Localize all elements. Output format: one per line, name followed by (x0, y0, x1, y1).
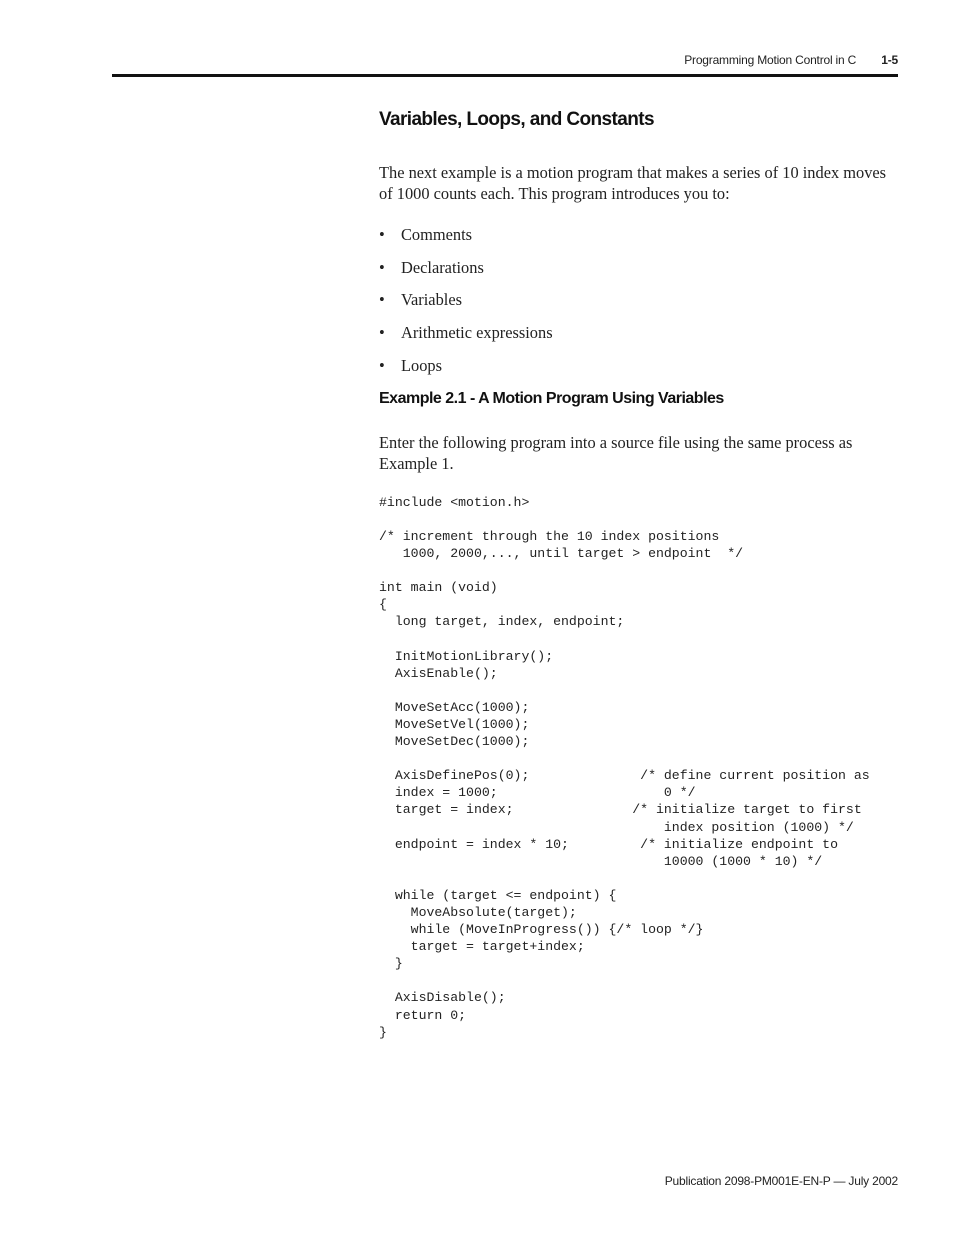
section-heading: Variables, Loops, and Constants (379, 109, 654, 130)
bullet-marker: • (379, 257, 385, 277)
list-item (379, 355, 899, 376)
list-item-label: Arithmetic expressions (401, 323, 553, 343)
code-listing: #include <motion.h> /* increment through the 10 index positions 1000, 2000,..., until target > endpoint */ int main (void) { long target, index, endpoint; InitMotionLibrary(); AxisEnable(); MoveSetAcc(1000); MoveSetVel(1000); MoveSetDec(1000); AxisDefinePos(0); /* define current position as index = 1000; 0 */ target = index; /* initialize target to first index position (1000) */ endpoint = index * 10; /* initialize endpoint to 10000 (1000 * 10) */ while (target <= endpoint) { MoveAbsolute(target); while (MoveInProgress()) {/* loop */} target = target+index; } AxisDisable(); return 0; } (379, 494, 870, 1040)
publication-footer: Publication 2098-PM001E-EN-P — July 2002 (664, 1174, 898, 1188)
list-item (379, 322, 899, 343)
list-item-label: Comments (401, 225, 473, 244)
bullet-marker: • (379, 225, 385, 244)
bullet-marker: • (379, 355, 385, 375)
list-item-label: Variables (401, 290, 462, 310)
header-rule (112, 74, 898, 77)
topic-list (379, 224, 899, 376)
list-item (379, 289, 899, 310)
bullet-marker: • (379, 323, 385, 343)
page-number: 1-5 (881, 53, 898, 67)
example-instructions: Enter the following program into a source file using the same process as Example 1. (379, 432, 853, 473)
chapter-title: Programming Motion Control in C (684, 53, 857, 67)
main-content (379, 108, 899, 1041)
bullet-marker: • (379, 290, 385, 310)
list-item-label: Loops (401, 355, 442, 375)
intro-paragraph: The next example is a motion program that makes a series of 10 index moves of 1000 counts each. This program introduces you to: (379, 163, 887, 203)
example-heading: Example 2.1 - A Motion Program Using Variables (379, 389, 724, 407)
list-item (379, 224, 899, 245)
list-item (379, 257, 899, 278)
running-header (684, 53, 898, 67)
list-item-label: Declarations (401, 257, 484, 277)
